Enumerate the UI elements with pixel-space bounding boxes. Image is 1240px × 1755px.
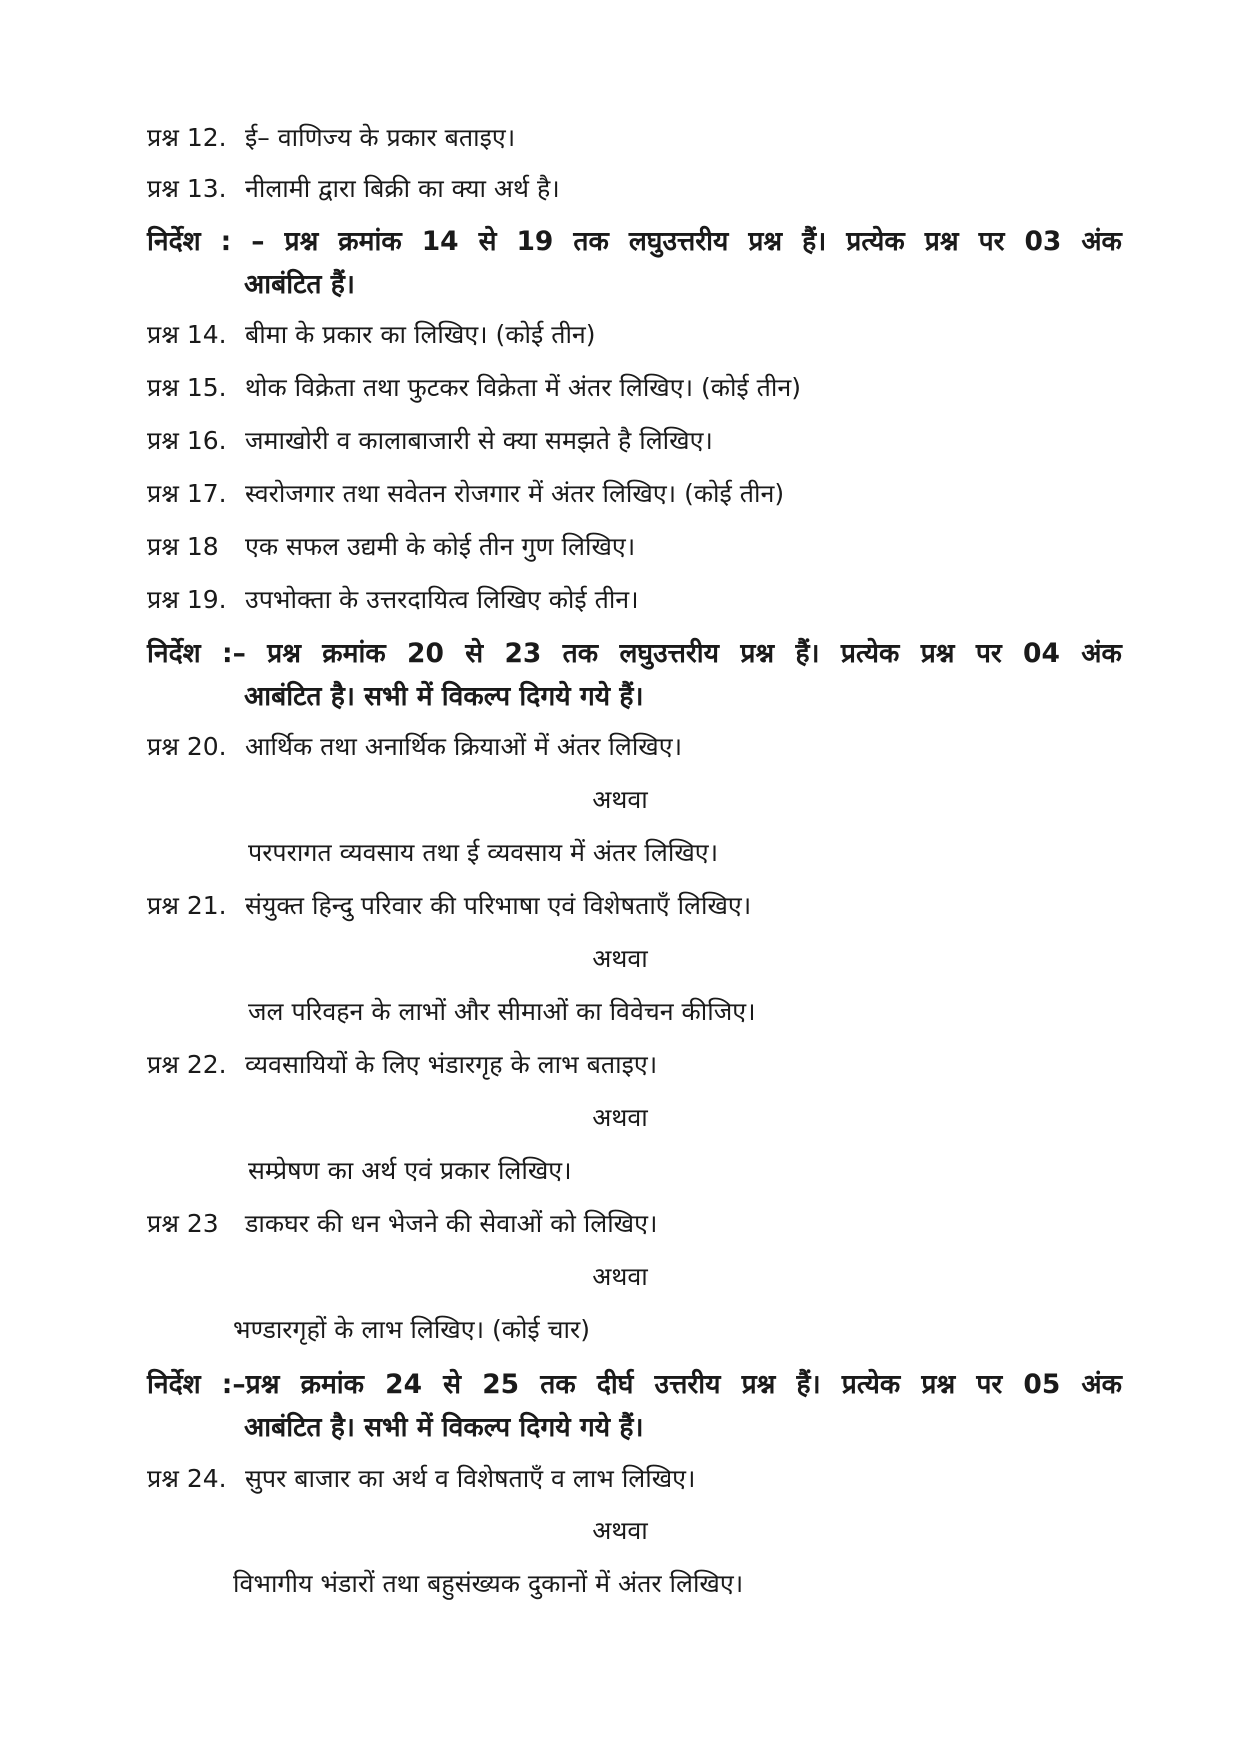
question-number: प्रश्न 14. — [147, 320, 227, 349]
instruction-word: 19 — [516, 226, 554, 257]
instruction-word: प्रश्न — [748, 226, 783, 257]
question-23 — [147, 1207, 657, 1241]
question-number: प्रश्न 16. — [147, 426, 227, 455]
instruction-word: प्रत्येक — [840, 638, 900, 669]
instruction-word: तक — [562, 638, 599, 669]
instruction-word: – — [251, 226, 265, 257]
instruction-word: से — [478, 226, 497, 257]
instruction-word: 05 — [1023, 1369, 1061, 1400]
or-label: अथवा — [592, 1262, 648, 1291]
question-text: उपभोक्ता के उत्तरदायित्व लिखिए कोई तीन। — [245, 585, 639, 614]
instruction-word: प्रश्न — [284, 226, 319, 257]
instruction-word: अंक — [1081, 226, 1122, 257]
question-24 — [147, 1462, 695, 1496]
question-number: प्रश्न 24. — [147, 1464, 227, 1493]
question-18 — [147, 530, 635, 564]
question-12 — [147, 121, 515, 155]
question-number: प्रश्न 12. — [147, 123, 227, 152]
instruction-word: 23 — [504, 638, 542, 669]
instruction-word: हैं। — [802, 226, 827, 257]
or-label: अथवा — [592, 1103, 648, 1132]
question-text: जल परिवहन के लाभों और सीमाओं का विवेचन कीजिए। — [248, 997, 756, 1026]
instruction-word: अंक — [1081, 638, 1122, 669]
question-number: प्रश्न 18 — [147, 532, 219, 561]
question-number: प्रश्न 17. — [147, 479, 227, 508]
question-14 — [147, 318, 596, 352]
instruction-word: 25 — [482, 1369, 520, 1400]
question-text: भण्डारगृहों के लाभ लिखिए। (कोई चार) — [233, 1315, 590, 1344]
instruction-word: लघुउत्तरीय — [619, 638, 719, 669]
question-number: प्रश्न 15. — [147, 373, 227, 402]
question-22-alternative — [248, 1154, 572, 1188]
question-text: परपरागत व्यवसाय तथा ई व्यवसाय में अंतर लिखिए। — [248, 838, 719, 867]
instruction-word: प्रश्न — [267, 638, 301, 669]
instruction-word: से — [465, 638, 484, 669]
question-21 — [147, 889, 751, 923]
instruction-word: 20 — [407, 638, 444, 669]
question-20 — [147, 730, 682, 764]
instruction-short-answer-3-marks — [147, 220, 1122, 306]
question-text: स्वरोजगार तथा सवेतन रोजगार में अंतर लिखिए। (कोई तीन) — [245, 479, 785, 508]
instruction-word: लघुउत्तरीय — [628, 226, 729, 257]
or-label: अथवा — [592, 1516, 648, 1545]
or-label: अथवा — [592, 785, 648, 814]
question-text: आर्थिक तथा अनार्थिक क्रियाओं में अंतर लिखिए। — [245, 732, 683, 761]
question-text: जमाखोरी व कालाबाजारी से क्या समझते है लिखिए। — [245, 426, 713, 455]
question-19 — [147, 583, 639, 617]
question-text: डाकघर की धन भेजने की सेवाओं को लिखिए। — [245, 1209, 658, 1238]
instruction-short-answer-4-marks — [147, 632, 1122, 718]
instruction-line-2: आबंटित है। सभी में विकल्प दिगये गये हैं। — [244, 681, 644, 712]
instruction-word: हैं। — [796, 1369, 821, 1400]
instruction-word: उत्तरीय — [654, 1369, 721, 1400]
instruction-word: :– — [221, 638, 246, 669]
instruction-line-1 — [147, 1363, 1122, 1406]
instruction-word: 04 — [1023, 638, 1060, 669]
or-label: अथवा — [592, 944, 648, 973]
question-13 — [147, 172, 560, 206]
instruction-long-answer-5-marks — [147, 1363, 1122, 1449]
instruction-line-1 — [147, 220, 1122, 263]
question-number: प्रश्न 22. — [147, 1050, 227, 1079]
question-text: विभागीय भंडारों तथा बहुसंख्यक दुकानों में अंतर लिखिए। — [233, 1569, 744, 1598]
instruction-word: प्रश्न — [740, 638, 775, 669]
question-20-alternative — [248, 836, 718, 870]
instruction-word: निर्देश — [147, 1369, 201, 1400]
question-15 — [147, 371, 801, 405]
instruction-word: क्रमांक — [338, 226, 402, 257]
instruction-word: तक — [540, 1369, 576, 1400]
instruction-word: 03 — [1024, 226, 1062, 257]
instruction-word: अंक — [1081, 1369, 1122, 1400]
question-text: संयुक्त हिन्दु परिवार की परिभाषा एवं विशेषताएँ लिखिए। — [245, 891, 752, 920]
instruction-word: हैं। — [795, 638, 820, 669]
question-text: व्यवसायियों के लिए भंडारगृह के लाभ बताइए। — [245, 1050, 658, 1079]
instruction-line-1 — [147, 632, 1122, 675]
instruction-word: प्रश्न — [924, 226, 959, 257]
question-text: बीमा के प्रकार का लिखिए। (कोई तीन) — [245, 320, 596, 349]
instruction-word: 14 — [421, 226, 459, 257]
instruction-word: पर — [978, 226, 1005, 257]
instruction-word: पर — [975, 638, 1002, 669]
question-text: एक सफल उद्यमी के कोई तीन गुण लिखिए। — [245, 532, 636, 561]
question-number: प्रश्न 20. — [147, 732, 227, 761]
question-number: प्रश्न 19. — [147, 585, 227, 614]
instruction-word: :–प्रश्न — [221, 1369, 280, 1400]
instruction-word: प्रत्येक — [846, 226, 905, 257]
question-text: ई– वाणिज्य के प्रकार बताइए। — [245, 123, 516, 152]
question-text: नीलामी द्वारा बिक्री का क्या अर्थ है। — [245, 174, 560, 203]
question-23-alternative — [233, 1313, 590, 1347]
instruction-word: तक — [573, 226, 609, 257]
question-16 — [147, 424, 713, 458]
instruction-word: प्रश्न — [921, 1369, 956, 1400]
question-text: थोक विक्रेता तथा फुटकर विक्रेता में अंतर लिखिए। (कोई तीन) — [245, 373, 802, 402]
instruction-word: : — [220, 226, 232, 257]
instruction-word: निर्देश — [147, 638, 201, 669]
question-17 — [147, 477, 784, 511]
question-number: प्रश्न 21. — [147, 891, 227, 920]
instruction-word: पर — [976, 1369, 1003, 1400]
instruction-word: क्रमांक — [300, 1369, 365, 1400]
instruction-word: क्रमांक — [322, 638, 386, 669]
question-22 — [147, 1048, 657, 1082]
question-text: सुपर बाजार का अर्थ व विशेषताएँ व लाभ लिखिए। — [245, 1464, 696, 1493]
instruction-word: निर्देश — [147, 226, 201, 257]
instruction-word: प्रश्न — [920, 638, 955, 669]
instruction-word: दीर्घ — [596, 1369, 634, 1400]
question-number: प्रश्न 13. — [147, 174, 227, 203]
instruction-word: प्रत्येक — [841, 1369, 901, 1400]
instruction-word: 24 — [385, 1369, 423, 1400]
instruction-word: से — [443, 1369, 462, 1400]
instruction-line-2: आबंटित है। सभी में विकल्प दिगये गये हैं। — [244, 1412, 644, 1443]
question-24-alternative — [233, 1567, 743, 1601]
question-number: प्रश्न 23 — [147, 1209, 219, 1238]
question-text: सम्प्रेषण का अर्थ एवं प्रकार लिखिए। — [248, 1156, 572, 1185]
instruction-word: प्रश्न — [741, 1369, 776, 1400]
instruction-line-2: आबंटित हैं। — [244, 269, 355, 300]
question-21-alternative — [248, 995, 756, 1029]
